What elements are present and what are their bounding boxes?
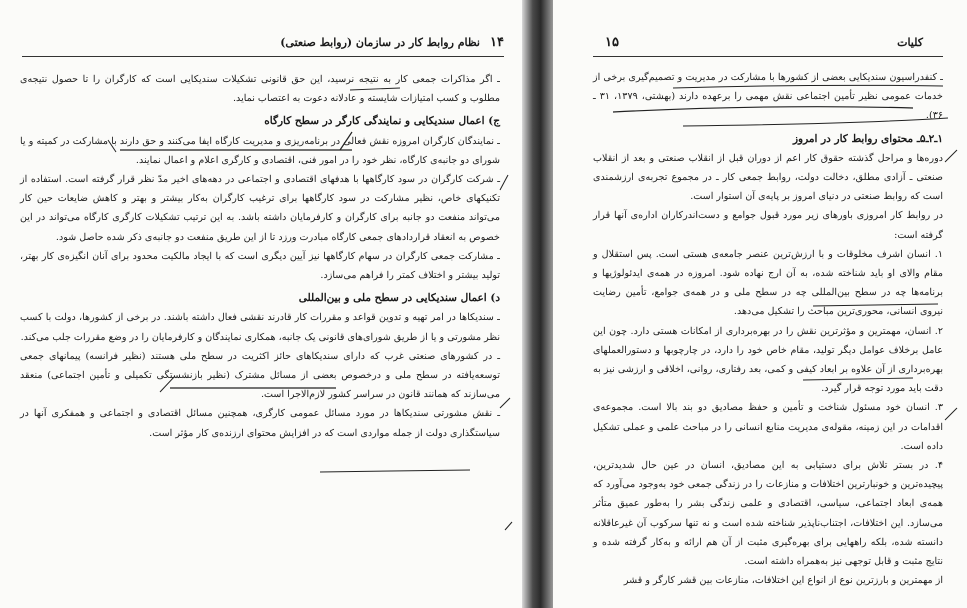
section-heading: ۱ـ۲ـ۵ـ محتوای روابط کار در امروز	[792, 132, 943, 145]
section-heading: د) اعمال سندیکایی در سطح ملی و بین‌المللی	[298, 292, 500, 305]
paragraph: ۴. در بستر تلاش برای دستیابی به این مصادیق، انسان در عین حال شدیدترین، پیچیده‌ترین و خونبارترین اختلافات و منازعات را در زندگی جمعی خود به‌وجود می‌آورد که همه‌ی ابعاد اجتماعی، سیاسی، اقتصادی و علمی زندگی بشر را به‌طور عمیق متأثر می‌سازد. این اختلافات، اجتناب‌ناپذیر شناخته شده است و نه تنها سرکوب آن غیرعاقلانه دانسته شده، بلکه راههایی برای بهره‌گیری مثبت از آن هم ارائه و به‌کار گرفته شده و نتایج مثبت و قابل توجهی نیز به‌همراه داشته است.	[593, 460, 943, 568]
book-gutter	[522, 0, 553, 608]
section-heading: ج) اعمال سندیکایی و نمایندگی کارگر در سطح کارگاه	[264, 115, 500, 128]
paragraph: ۱. انسان اشرف مخلوقات و با ارزش‌ترین عنصر جامعه‌ی هستی است. پس استقلال و مقام والای او باید شناخته شده، به آن ارج نهاده شود. امروزه در همه‌ی ایدئولوژیها و برنامه‌ها چه در سطح بین‌المللی چه در سطح ملی و در همه‌ی جوامع، تأمین رضایت نیروی انسانی، محوری‌ترین مباحث را تشکیل می‌دهد.	[593, 248, 943, 318]
paragraph: دوره‌ها و مراحل گذشته حقوق کار اعم از دوران قبل از انقلاب صنعتی و بعد از انقلاب صنعتی ـ آزادی مطلق، دخالت دولت، روابط جمعی کار ـ در مجموع تجربه‌ی ارزشمندی است که روابط صنعتی در دنیای امروز بر پایه‌ی آن استوار است.	[593, 152, 943, 203]
paragraph: ـ شرکت کارگران در سود کارگاهها با هدفهای اقتصادی و اجتماعی در دهه‌های اخیر مدّ نظر قرار گرفته است. استفاده از تکنیکهای خاص، نظیر مشارکت در سود کارگاهها برای ترغیب کارگران به‌کار بیشتر و بهتر و کاهش ضایعات حین کار می‌تواند منفعت دو جانبه برای کارگران و کارفرمایان داشته باشد. به این ترتیب تشکیلات کارگری کارگاه می‌تواند در این خصوص به انعقاد قراردادهای جمعی کارگاه مبادرت ورزد تا از این طریق منفعت دو جانبه‌ی ذکر شده حاصل شود.	[20, 174, 501, 243]
paragraph: ـ نمایندگان کارگران امروزه نقش فعالی در برنامه‌ریزی و مدیریت کارگاه ایفا می‌کنند و حق دارند با مشارکت در کمیته و یا شورای دو جانبه‌ی کارگاه، نظر خود را در امور فنی، اقتصادی و کارگری اعلام و اعمال نمایند.	[20, 135, 500, 166]
right-page	[553, 0, 967, 608]
paragraph: ۲. انسان، مهمترین و مؤثرترین نقش را در بهره‌برداری از امکانات هستی دارد. چون این عامل برخلاف عوامل دیگر تولید، مقام خاص خود را دارد، در چارچوبها و دستورالعملهای بهره‌برداری از آن علاوه بر ابعاد کیفی و کمی، بعد رفتاری، روانی، اخلاقی و ارزشی نیز به دقت باید مورد توجه قرار گیرد.	[593, 325, 943, 395]
page-number: ۱۵	[605, 35, 619, 50]
paragraph: ـ کنفدراسیون سندیکایی بعضی از کشورها با مشارکت در مدیریت و تصمیم‌گیری برخی از خدمات عمومی نظیر تأمین اجتماعی نقش مهمی را برعهده دارند (بهشتی، ۱۳۷۹، ۳۱ ـ ۳۶).	[593, 72, 943, 122]
paragraph: در روابط کار امروزی باورهای زیر مورد قبول جوامع و دست‌اندرکاران اداره‌ی آنها قرار گرفته است:	[593, 210, 943, 241]
paragraph: ـ در کشورهای صنعتی غرب که دارای سندیکاهای حائز اکثریت در سطح ملی هستند (نظیر فرانسه) پیمانهای جمعی توسعه‌یافته در سطح ملی و درخصوص بعضی از مسائل مشترک (نظیر بازنشستگی تکمیلی و تأمین اجتماعی) منعقد می‌سازند که همانند قانون در سراسر کشور لازم‌الاجرا است.	[20, 350, 500, 401]
paragraph: ۳. انسان خود مسئول شناخت و تأمین و حفظ مصادیق دو بند بالا است. مجموعه‌ی اقدامات در این زمینه، مقوله‌ی مدیریت منابع انسانی را در مباحث علمی و عملی تشکیل داده است.	[593, 402, 943, 452]
page-number: ۱۴	[490, 35, 504, 50]
running-header: نظام روابط کار در سازمان (روابط صنعتی)	[280, 36, 480, 49]
running-header: کلیات	[897, 36, 923, 49]
paragraph: از مهمترین و بارزترین نوع از انواع این اختلافات، منازعات بین قشر کارگر و قشر	[623, 575, 943, 587]
pen-annotations	[553, 0, 967, 608]
paragraph: ـ مشارکت جمعی کارگران در سهام کارگاهها نیز آیین دیگری است که با ایجاد مالکیت محدود برای آنان انگیزه‌ی کار بهتر، تولید بیشتر و اختلاف کمتر را فراهم می‌سازد.	[20, 250, 500, 282]
paragraph: ـ نقش مشورتی سندیکاها در مورد مسائل عمومی کارگری، همچنین مسائل اقتصادی و اجتماعی و همفکری آنها در سیاستگذاری دولت از جمله مواردی است که در افزایش محتوای ارزنده‌ی کار مؤثر است.	[20, 408, 500, 439]
paragraph: ـ سندیکاها در امر تهیه و تدوین قواعد و مقررات کار قادرند نقشی فعال داشته باشند. در برخی از کشورها، دولت با کسب نظر مشورتی و یا از طریق شورای‌های قانونی یک جانبه، همکاری نمایندگان و کارفرمایان را در وضع مقررات جلب می‌کند.	[20, 312, 500, 343]
paragraph: ـ اگر مذاکرات جمعی کار به نتیجه نرسید، این حق قانونی تشکیلات سندیکایی است که کارگران را تا حصول نتیجه‌ی مطلوب و کسب امتیازات شایسته و عادلانه دعوت به اعتصاب نماید.	[20, 74, 500, 105]
